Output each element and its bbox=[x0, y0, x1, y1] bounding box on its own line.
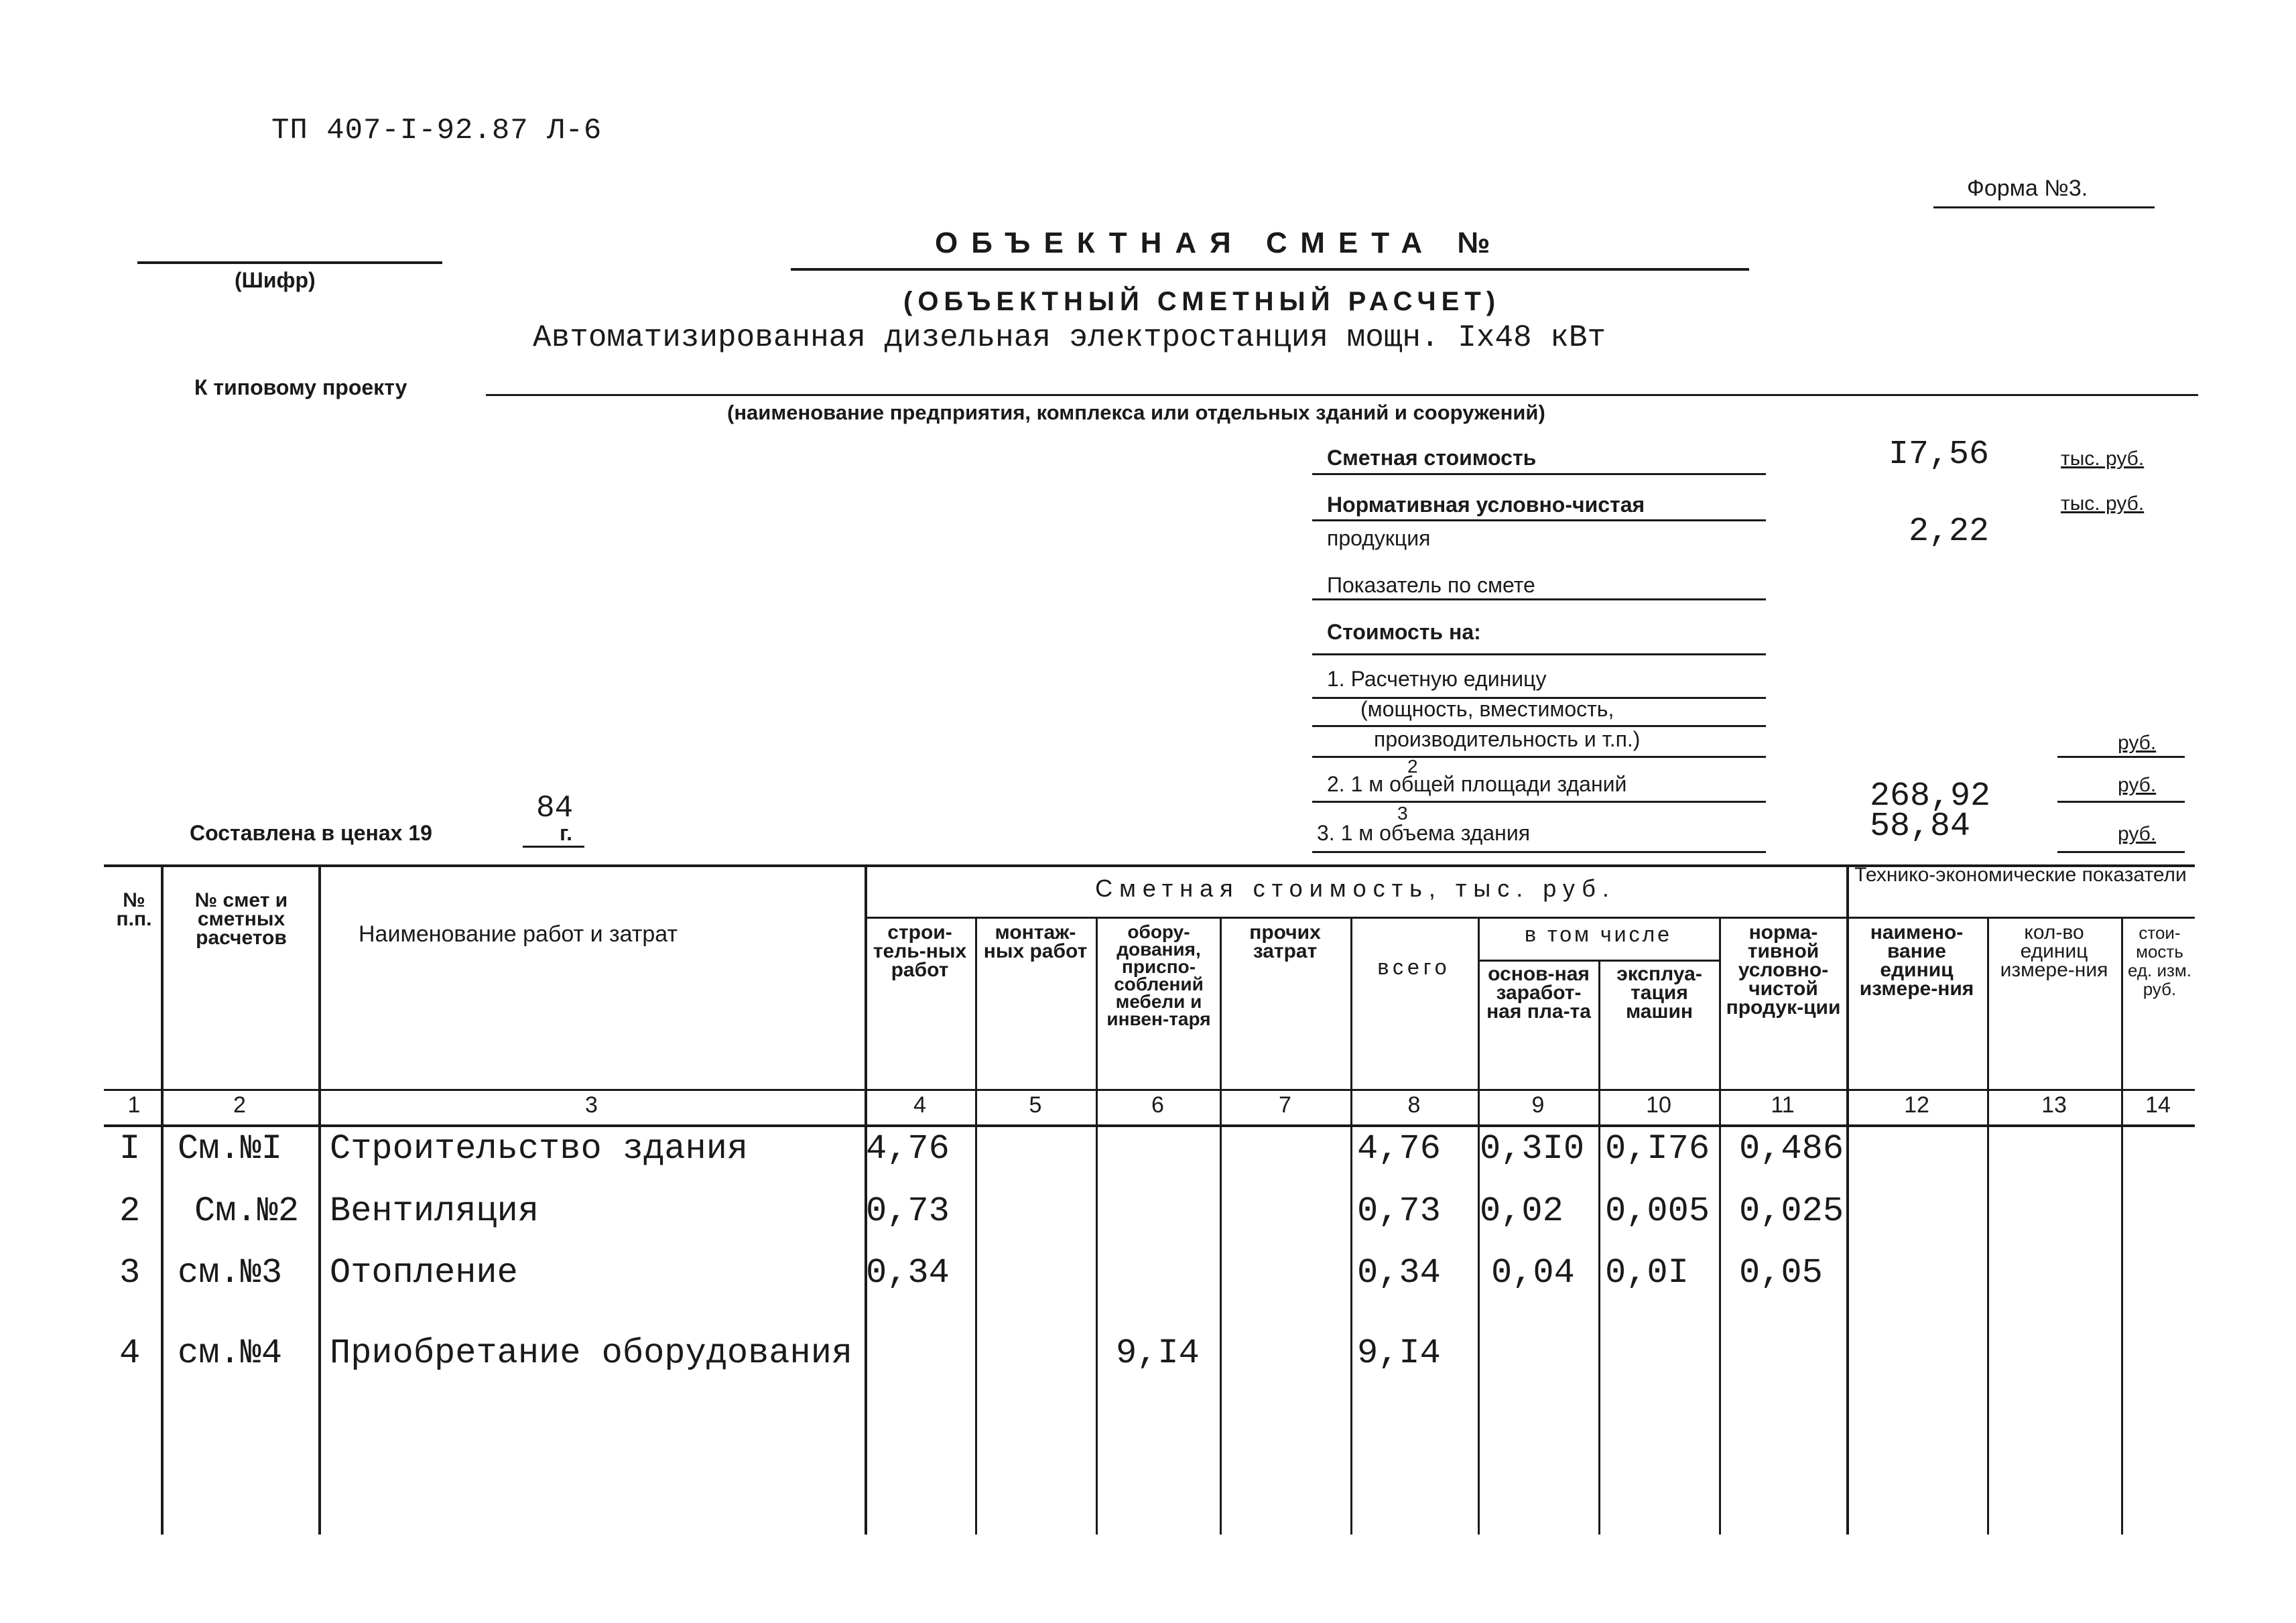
v-col-1 bbox=[161, 864, 164, 1535]
prices-year: 84 bbox=[536, 791, 574, 826]
v-col-6 bbox=[1220, 917, 1222, 1535]
prices-suffix: г. bbox=[560, 821, 573, 845]
unit-line-2 bbox=[2057, 801, 2185, 803]
sub-header-line bbox=[865, 917, 2195, 919]
volume-label: 3. 1 м объема здания bbox=[1317, 821, 1531, 845]
column-number: 1 bbox=[127, 1092, 141, 1118]
summary-line-2 bbox=[1312, 519, 1766, 521]
row-number: I bbox=[119, 1129, 141, 1169]
header-estimated-cost: Сметная стоимость, тыс. руб. bbox=[1095, 874, 1616, 902]
area-superscript: 2 bbox=[1407, 756, 1418, 777]
header-equipment: обору-дования, приспо-соблений мебели и инвен-таря bbox=[1106, 921, 1211, 1029]
header-unit-cost: стои-мость ед. изм. руб. bbox=[2127, 923, 2192, 999]
row-total: 9,I4 bbox=[1357, 1334, 1441, 1373]
column-number: 9 bbox=[1531, 1092, 1545, 1118]
header-tech-indicators: Технико-экономические показатели bbox=[1854, 864, 2187, 886]
row-normative: 0,05 bbox=[1739, 1253, 1823, 1293]
estimated-cost-value: I7,56 bbox=[1889, 436, 1990, 474]
page-title: ОБЪЕКТНАЯ СМЕТА № bbox=[935, 226, 1504, 259]
row-machines: 0,0I bbox=[1605, 1253, 1689, 1293]
row-total: 0,34 bbox=[1357, 1253, 1441, 1293]
volume-value: 58,84 bbox=[1870, 807, 1971, 846]
row-normative: 0,025 bbox=[1739, 1191, 1844, 1231]
v-col-9 bbox=[1598, 960, 1600, 1535]
row-estimate: См.№I bbox=[178, 1129, 283, 1169]
header-wages: основ-ная заработ-ная пла-та bbox=[1486, 963, 1591, 1023]
page-subtitle: (ОБЪЕКТНЫЙ СМЕТНЫЙ РАСЧЕТ) bbox=[903, 287, 1501, 316]
row-estimate: см.№3 bbox=[178, 1253, 283, 1293]
area-value: 268,92 bbox=[1870, 777, 1991, 816]
estimated-cost-label: Сметная стоимость bbox=[1327, 446, 1537, 470]
summary-line-8 bbox=[1312, 801, 1766, 803]
v-col-5 bbox=[1096, 917, 1098, 1535]
row-construction: 0,34 bbox=[866, 1253, 950, 1293]
header-machines: эксплуа-тация машин bbox=[1616, 963, 1702, 1023]
form-label: Форма №3. bbox=[1967, 176, 2088, 201]
v-col-4 bbox=[975, 917, 977, 1535]
unit-line-1 bbox=[2057, 756, 2185, 758]
document-code: ТП 407-I-92.87 Л-6 bbox=[271, 114, 602, 147]
header-total: всего bbox=[1377, 955, 1451, 979]
row-wages: 0,04 bbox=[1491, 1253, 1575, 1293]
v-col-7 bbox=[1350, 917, 1352, 1535]
col-numbers-bottom-line bbox=[104, 1124, 2195, 1127]
v-col-12 bbox=[1987, 917, 1989, 1535]
column-number: 6 bbox=[1151, 1092, 1164, 1118]
v-col-10 bbox=[1719, 917, 1721, 1535]
row-work-name: Строительство здания bbox=[330, 1129, 749, 1169]
row-equipment: 9,I4 bbox=[1116, 1334, 1200, 1373]
column-number: 12 bbox=[1904, 1092, 1929, 1118]
header-work-name: Наименование работ и затрат bbox=[359, 921, 678, 947]
header-unit-name: наимено-вание единиц измере-ния bbox=[1859, 921, 1974, 1000]
row-normative: 0,486 bbox=[1739, 1129, 1844, 1169]
calc-unit-sub-1: (мощность, вместимость, bbox=[1360, 697, 1614, 721]
prices-label: Составлена в ценах 19 bbox=[190, 821, 432, 845]
project-label: К типовому проекту bbox=[194, 375, 407, 399]
project-line bbox=[486, 394, 2198, 396]
area-label: 2. 1 м общей площади зданий bbox=[1327, 772, 1627, 796]
v-col-2 bbox=[318, 864, 321, 1535]
normative-product-value: 2,22 bbox=[1909, 513, 1990, 551]
row-wages: 0,3I0 bbox=[1480, 1129, 1585, 1169]
row-wages: 0,02 bbox=[1480, 1191, 1564, 1231]
row-number: 4 bbox=[119, 1334, 141, 1373]
area-unit: руб. bbox=[2118, 774, 2157, 796]
calc-unit-sub-2: производительность и т.п.) bbox=[1374, 727, 1641, 751]
summary-line-9 bbox=[1312, 851, 1766, 853]
column-number: 3 bbox=[585, 1092, 598, 1118]
column-number: 5 bbox=[1029, 1092, 1042, 1118]
estimated-cost-unit: тыс. руб. bbox=[2061, 448, 2145, 470]
cipher-label: (Шифр) bbox=[235, 268, 316, 292]
normative-product-unit: тыс. руб. bbox=[2061, 493, 2145, 515]
row-machines: 0,005 bbox=[1605, 1191, 1710, 1231]
header-construction: строи-тель-ных работ bbox=[873, 921, 967, 981]
row-work-name: Приобретание оборудования bbox=[330, 1334, 853, 1373]
normative-product-label-2: продукция bbox=[1327, 526, 1431, 550]
column-number: 10 bbox=[1646, 1092, 1671, 1118]
summary-line-3 bbox=[1312, 598, 1766, 600]
row-estimate: см.№4 bbox=[178, 1334, 283, 1373]
cipher-line bbox=[137, 261, 442, 264]
calc-unit-label: 1. Расчетную единицу bbox=[1327, 667, 1547, 691]
row-total: 4,76 bbox=[1357, 1129, 1441, 1169]
header-num: № п.п. bbox=[116, 889, 152, 930]
normative-product-label: Нормативная условно-чистая bbox=[1327, 493, 1645, 517]
column-number: 11 bbox=[1771, 1092, 1795, 1118]
volume-superscript: 3 bbox=[1397, 803, 1408, 824]
column-number: 2 bbox=[233, 1092, 246, 1118]
header-mounting: монтаж-ных работ bbox=[983, 921, 1088, 962]
object-name: Автоматизированная дизельная электростанция мощн. Iх48 кВт bbox=[533, 320, 1606, 355]
summary-line-7 bbox=[1312, 756, 1766, 758]
row-work-name: Отопление bbox=[330, 1253, 518, 1293]
calc-unit-unit: руб. bbox=[2118, 732, 2157, 754]
row-work-name: Вентиляция bbox=[330, 1191, 539, 1231]
summary-line-4 bbox=[1312, 653, 1766, 655]
v-col-11 bbox=[1846, 864, 1849, 1535]
row-total: 0,73 bbox=[1357, 1191, 1441, 1231]
prices-year-line bbox=[523, 846, 584, 848]
header-other: прочих затрат bbox=[1249, 921, 1321, 962]
column-number: 14 bbox=[2145, 1092, 2171, 1118]
row-number: 3 bbox=[119, 1253, 141, 1293]
cost-per-label: Стоимость на: bbox=[1327, 620, 1481, 644]
column-number: 4 bbox=[913, 1092, 926, 1118]
column-number: 8 bbox=[1407, 1092, 1421, 1118]
row-construction: 0,73 bbox=[866, 1191, 950, 1231]
form-label-underline bbox=[1933, 206, 2155, 208]
header-unit-qty: кол-во единиц измере-ния bbox=[2000, 921, 2108, 981]
column-number: 13 bbox=[2041, 1092, 2067, 1118]
row-number: 2 bbox=[119, 1191, 141, 1231]
header-estimate-number: № смет и сметных расчетов bbox=[194, 889, 288, 949]
header-including: в том числе bbox=[1525, 922, 1672, 946]
v-col-13 bbox=[2121, 917, 2123, 1535]
title-underline bbox=[791, 268, 1749, 271]
volume-unit: руб. bbox=[2118, 823, 2157, 845]
indicator-label: Показатель по смете bbox=[1327, 573, 1535, 597]
row-estimate: См.№2 bbox=[194, 1191, 300, 1231]
header-bottom-line bbox=[104, 1089, 2195, 1091]
row-construction: 4,76 bbox=[866, 1129, 950, 1169]
summary-line-1 bbox=[1312, 473, 1766, 475]
unit-line-3 bbox=[2057, 851, 2185, 853]
project-caption: (наименование предприятия, комплекса или отдельных зданий и сооружений) bbox=[727, 401, 1545, 424]
header-normative: норма-тивной условно-чистой продук-ции bbox=[1726, 921, 1841, 1019]
column-number: 7 bbox=[1279, 1092, 1291, 1118]
row-machines: 0,I76 bbox=[1605, 1129, 1710, 1169]
